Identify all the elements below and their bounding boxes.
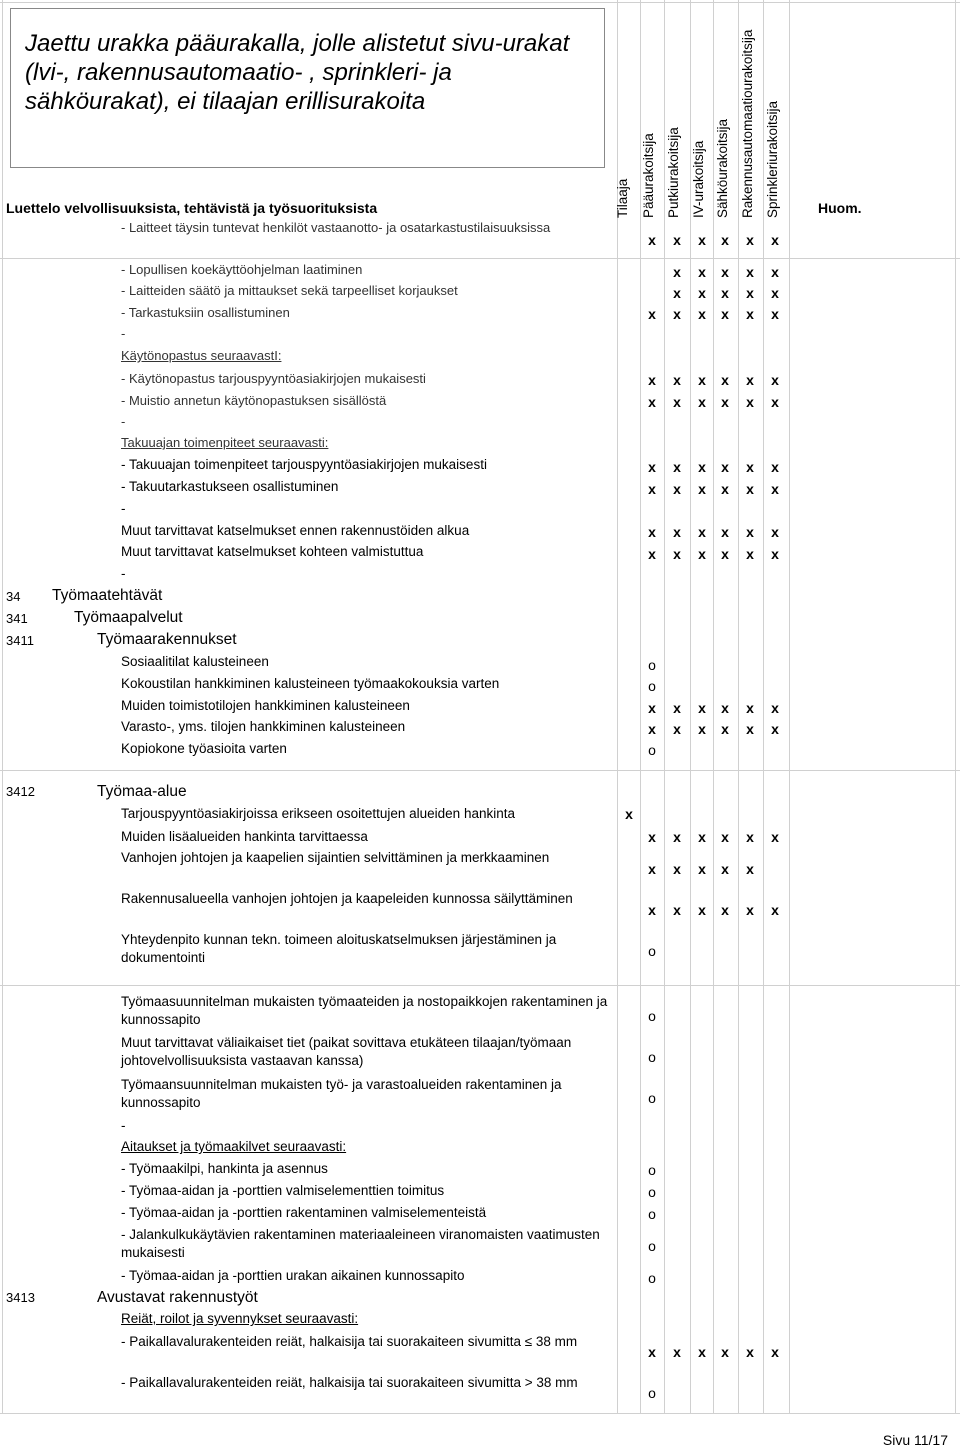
list-item: Muut tarvittavat katselmukset ennen rakennustöiden alkua xyxy=(121,523,470,538)
list-item: - Työmaa-aidan ja -porttien urakan aikainen kunnossapito xyxy=(121,1268,465,1283)
responsibility-mark-x: x xyxy=(698,1344,706,1360)
list-item: - Muistio annetun käytönopastuksen sisällöstä xyxy=(121,393,387,408)
section-label: Työmaapalvelut xyxy=(74,609,183,626)
column-header-tilaaja: Tilaaja xyxy=(615,178,630,218)
responsibility-mark-x: x xyxy=(746,546,754,562)
responsibility-mark-o: o xyxy=(648,943,656,959)
list-item: - Käytönopastus tarjouspyyntöasiakirjojen mukaisesti xyxy=(121,371,426,386)
responsibility-mark-x: x xyxy=(698,285,706,301)
list-subheading: Reiät, roilot ja syvennykset seuraavasti: xyxy=(121,1311,359,1326)
list-item: Kokoustilan hankkiminen kalusteineen työmaakokouksia varten xyxy=(121,676,500,691)
responsibility-mark-x: x xyxy=(721,285,729,301)
list-item: - Jalankulkukäytävien rakentaminen materiaaleineen viranomaisten vaatimusten mukaisesti xyxy=(121,1227,600,1260)
responsibility-mark-x: x xyxy=(721,721,729,737)
huom-header: Huom. xyxy=(818,200,862,216)
list-item: - Takuutarkastukseen osallistuminen xyxy=(121,479,339,494)
responsibility-mark-x: x xyxy=(673,829,681,845)
responsibility-mark-x: x xyxy=(771,1344,779,1360)
list-item: Muut tarvittavat katselmukset kohteen valmistuttua xyxy=(121,544,424,559)
list-heading: Luettelo velvollisuuksista, tehtävistä ja työsuorituksista xyxy=(6,200,378,216)
responsibility-mark-x: x xyxy=(721,524,729,540)
responsibility-mark-x: x xyxy=(721,861,729,877)
responsibility-mark-x: x xyxy=(673,481,681,497)
grid-line xyxy=(0,1413,960,1414)
responsibility-mark-x: x xyxy=(746,524,754,540)
responsibility-mark-x: x xyxy=(746,829,754,845)
list-item: - Lopullisen koekäyttöohjelman laatiminen xyxy=(121,262,363,277)
grid-line xyxy=(664,0,665,1413)
responsibility-mark-x: x xyxy=(721,481,729,497)
responsibility-mark-o: o xyxy=(648,657,656,673)
responsibility-mark-x: x xyxy=(698,829,706,845)
section-number: 34 xyxy=(6,589,21,604)
responsibility-mark-o: o xyxy=(648,1090,656,1106)
responsibility-mark-x: x xyxy=(673,285,681,301)
responsibility-mark-x: x xyxy=(771,721,779,737)
list-item: Vanhojen johtojen ja kaapelien sijaintien selvittäminen ja merkkaaminen xyxy=(121,850,550,865)
grid-line xyxy=(2,0,3,1413)
list-item: - Takuuajan toimenpiteet tarjouspyyntöasiakirjojen mukaisesti xyxy=(121,457,487,472)
responsibility-mark-x: x xyxy=(698,861,706,877)
responsibility-mark-x: x xyxy=(771,902,779,918)
responsibility-mark-x: x xyxy=(771,829,779,845)
responsibility-mark-x: x xyxy=(746,700,754,716)
list-item: - xyxy=(121,501,126,516)
list-item: - xyxy=(121,566,126,581)
responsibility-mark-o: o xyxy=(648,1008,656,1024)
responsibility-mark-x: x xyxy=(698,306,706,322)
responsibility-mark-x: x xyxy=(721,459,729,475)
responsibility-mark-x: x xyxy=(698,264,706,280)
responsibility-mark-x: x xyxy=(698,546,706,562)
responsibility-mark-x: x xyxy=(771,232,779,248)
responsibility-mark-x: x xyxy=(648,481,656,497)
list-item: Sosiaalitilat kalusteineen xyxy=(121,654,269,669)
responsibility-mark-o: o xyxy=(648,1184,656,1200)
list-item: - Laitteiden säätö ja mittaukset sekä tarpeelliset korjaukset xyxy=(121,283,458,298)
responsibility-mark-x: x xyxy=(673,902,681,918)
responsibility-mark-x: x xyxy=(648,524,656,540)
page-number: Sivu 11/17 xyxy=(882,1432,948,1448)
responsibility-mark-o: o xyxy=(648,678,656,694)
column-header-rakennusautomaatiourakoitsija: Rakennusautomaatiourakoitsija xyxy=(740,29,755,218)
responsibility-mark-x: x xyxy=(673,459,681,475)
responsibility-mark-x: x xyxy=(746,861,754,877)
responsibility-mark-x: x xyxy=(771,459,779,475)
list-item: Työmaansuunnitelman mukaisten työ- ja varastoalueiden rakentaminen ja kunnossapito xyxy=(121,1077,562,1110)
list-item: Tarjouspyyntöasiakirjoissa erikseen osoitettujen alueiden hankinta xyxy=(121,806,515,821)
responsibility-mark-x: x xyxy=(673,546,681,562)
responsibility-mark-o: o xyxy=(648,742,656,758)
list-item: Muut tarvittavat väliaikaiset tiet (paikat sovittava etukäteen tilaajan/työmaan johtovelvollisuuksista vastaavan kanssa) xyxy=(121,1035,572,1068)
responsibility-mark-o: o xyxy=(648,1385,656,1401)
column-header-iv-urakoitsija: IV-urakoitsija xyxy=(691,140,706,218)
responsibility-mark-x: x xyxy=(771,306,779,322)
responsibility-mark-o: o xyxy=(648,1270,656,1286)
responsibility-mark-x: x xyxy=(746,285,754,301)
grid-line xyxy=(789,0,790,1413)
list-item: Muiden toimistotilojen hankkiminen kalusteineen xyxy=(121,698,410,713)
responsibility-mark-x: x xyxy=(746,1344,754,1360)
list-item: Varasto-, yms. tilojen hankkiminen kalusteineen xyxy=(121,719,406,734)
list-item: Yhteydenpito kunnan tekn. toimeen aloituskatselmuksen järjestäminen ja dokumentointi xyxy=(121,932,557,965)
list-item: - xyxy=(121,414,126,429)
responsibility-mark-x: x xyxy=(746,232,754,248)
column-header-sahkourakoitsija: Sähköurakoitsija xyxy=(715,118,730,218)
list-item: - Paikallavalurakenteiden reiät, halkaisija tai suorakaiteen sivumitta > 38 mm xyxy=(121,1375,578,1390)
responsibility-mark-x: x xyxy=(771,264,779,280)
list-item: - xyxy=(121,1118,126,1133)
responsibility-mark-x: x xyxy=(746,902,754,918)
responsibility-mark-x: x xyxy=(673,306,681,322)
list-item: - Paikallavalurakenteiden reiät, halkaisija tai suorakaiteen sivumitta ≤ 38 mm xyxy=(121,1334,578,1349)
responsibility-mark-x: x xyxy=(746,264,754,280)
responsibility-mark-x: x xyxy=(721,372,729,388)
responsibility-mark-x: x xyxy=(721,232,729,248)
responsibility-mark-x: x xyxy=(746,306,754,322)
responsibility-mark-x: x xyxy=(721,700,729,716)
responsibility-mark-x: x xyxy=(648,721,656,737)
responsibility-mark-x: x xyxy=(673,1344,681,1360)
title-box xyxy=(10,8,605,168)
responsibility-mark-x: x xyxy=(625,806,633,822)
list-item: - Laitteet täysin tuntevat henkilöt vastaanotto- ja osatarkastustilaisuuksissa xyxy=(121,220,551,235)
column-header-putkiurakoitsija: Putkiurakoitsija xyxy=(666,127,681,218)
section-label: Avustavat rakennustyöt xyxy=(97,1289,258,1306)
list-subheading: Käytönopastus seuraavastI: xyxy=(121,348,282,363)
responsibility-mark-x: x xyxy=(648,1344,656,1360)
list-item: - Työmaa-aidan ja -porttien rakentaminen valmiselementeistä xyxy=(121,1205,487,1220)
responsibility-mark-x: x xyxy=(648,394,656,410)
responsibility-mark-o: o xyxy=(648,1238,656,1254)
responsibility-mark-x: x xyxy=(721,902,729,918)
responsibility-mark-x: x xyxy=(721,306,729,322)
responsibility-mark-x: x xyxy=(698,902,706,918)
responsibility-mark-x: x xyxy=(771,372,779,388)
responsibility-mark-x: x xyxy=(721,546,729,562)
section-label: Työmaa-alue xyxy=(97,783,187,800)
list-item: - Tarkastuksiin osallistuminen xyxy=(121,305,290,320)
list-subheading: Takuuajan toimenpiteet seuraavasti: xyxy=(121,435,329,450)
responsibility-mark-x: x xyxy=(673,394,681,410)
list-item: - Työmaa-aidan ja -porttien valmiselementtien toimitus xyxy=(121,1183,445,1198)
responsibility-mark-x: x xyxy=(698,372,706,388)
document-title: Jaettu urakka pääurakalla, jolle alistetut sivu-urakat (lvi-, rakennusautomaatio- , sprinkleri- ja sähköurakat), ei tilaajan erillisurakoita xyxy=(25,30,570,115)
responsibility-mark-x: x xyxy=(648,372,656,388)
responsibility-mark-x: x xyxy=(698,721,706,737)
responsibility-mark-x: x xyxy=(648,459,656,475)
grid-line xyxy=(0,770,960,771)
responsibility-mark-o: o xyxy=(648,1162,656,1178)
responsibility-mark-x: x xyxy=(648,700,656,716)
responsibility-mark-x: x xyxy=(746,481,754,497)
list-item: Työmaasuunnitelman mukaisten työmaateiden ja nostopaikkojen rakentaminen ja kunnossapito xyxy=(121,994,608,1027)
responsibility-mark-x: x xyxy=(771,524,779,540)
section-number: 3412 xyxy=(6,784,35,799)
responsibility-mark-x: x xyxy=(648,306,656,322)
responsibility-mark-x: x xyxy=(698,524,706,540)
responsibility-mark-x: x xyxy=(648,861,656,877)
responsibility-mark-o: o xyxy=(648,1206,656,1222)
responsibility-mark-x: x xyxy=(746,459,754,475)
responsibility-mark-x: x xyxy=(771,700,779,716)
responsibility-mark-x: x xyxy=(746,394,754,410)
responsibility-mark-x: x xyxy=(771,546,779,562)
responsibility-mark-x: x xyxy=(648,546,656,562)
responsibility-mark-x: x xyxy=(746,372,754,388)
list-item: - xyxy=(121,326,126,341)
responsibility-mark-x: x xyxy=(698,232,706,248)
list-item: Muiden lisäalueiden hankinta tarvittaessa xyxy=(121,829,368,844)
grid-line xyxy=(0,2,960,3)
list-item: - Työmaakilpi, hankinta ja asennus xyxy=(121,1161,328,1176)
responsibility-mark-x: x xyxy=(698,481,706,497)
responsibility-mark-x: x xyxy=(698,459,706,475)
responsibility-mark-x: x xyxy=(673,264,681,280)
section-label: Työmaarakennukset xyxy=(97,631,237,648)
responsibility-mark-x: x xyxy=(648,902,656,918)
responsibility-mark-x: x xyxy=(648,232,656,248)
responsibility-mark-x: x xyxy=(698,394,706,410)
column-header-paaurakoitsija: Pääurakoitsija xyxy=(641,133,656,218)
responsibility-mark-x: x xyxy=(673,861,681,877)
grid-line xyxy=(955,0,956,1413)
responsibility-mark-x: x xyxy=(648,829,656,845)
responsibility-mark-x: x xyxy=(771,394,779,410)
list-item: Kopiokone työasioita varten xyxy=(121,741,287,756)
responsibility-mark-o: o xyxy=(648,1049,656,1065)
responsibility-mark-x: x xyxy=(673,232,681,248)
column-header-sprinkleriurakoitsija: Sprinkleriurakoitsija xyxy=(765,100,780,218)
responsibility-mark-x: x xyxy=(746,721,754,737)
responsibility-mark-x: x xyxy=(721,829,729,845)
grid-line xyxy=(0,258,960,259)
list-subheading: Aitaukset ja työmaakilvet seuraavasti: xyxy=(121,1139,347,1154)
section-number: 3413 xyxy=(6,1290,35,1305)
responsibility-mark-x: x xyxy=(673,700,681,716)
responsibility-mark-x: x xyxy=(698,700,706,716)
section-number: 3411 xyxy=(6,633,34,648)
responsibility-mark-x: x xyxy=(771,481,779,497)
responsibility-mark-x: x xyxy=(721,264,729,280)
list-item: Rakennusalueella vanhojen johtojen ja kaapeleiden kunnossa säilyttäminen xyxy=(121,891,573,906)
responsibility-mark-x: x xyxy=(721,394,729,410)
section-label: Työmaatehtävät xyxy=(52,587,163,604)
grid-line xyxy=(0,985,960,986)
responsibility-mark-x: x xyxy=(673,372,681,388)
responsibility-mark-x: x xyxy=(673,524,681,540)
responsibility-mark-x: x xyxy=(771,285,779,301)
section-number: 341 xyxy=(6,611,28,626)
responsibility-mark-x: x xyxy=(721,1344,729,1360)
responsibility-mark-x: x xyxy=(673,721,681,737)
